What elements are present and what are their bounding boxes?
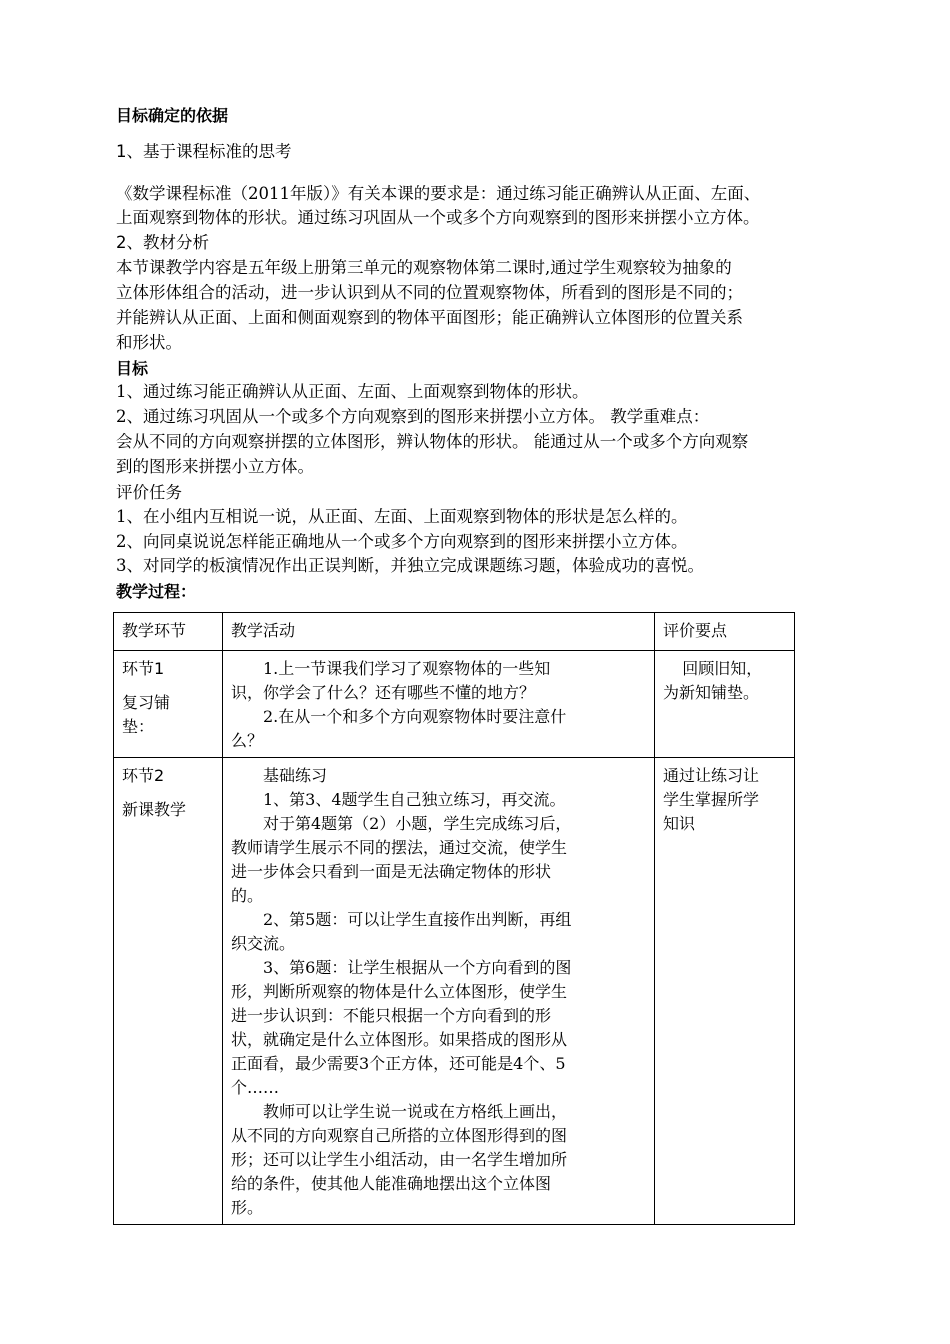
standard-line-2: 上面观察到物体的形状。通过练习巩固从一个或多个方向观察到的图形来拼摆小立方体。 (116, 208, 760, 227)
lesson-table (113, 612, 795, 1225)
table-row (114, 651, 795, 758)
activity-line: 2、第5题：可以让学生直接作出判断，再组 (263, 910, 572, 929)
stage-label: 环节1 (122, 659, 165, 678)
activity-line: 教师请学生展示不同的摆法，通过交流，使学生 (231, 838, 568, 857)
stage-name-line: 垫： (122, 717, 155, 736)
activity-line: 进一步认识到：不能只根据一个方向看到的形 (231, 1006, 552, 1025)
activity-cell (223, 758, 655, 1225)
analysis-line-1: 本节课教学内容是五年级上册第三单元的观察物体第二课时,通过学生观察较为抽象的 (116, 258, 732, 277)
activity-line: 么？ (231, 731, 264, 750)
section1-title: 1、基于课程标准的思考 (116, 142, 292, 161)
header-stage: 教学环节 (114, 613, 223, 651)
activity-line: 形；还可以让学生小组活动，由一名学生增加所 (231, 1150, 568, 1169)
activity-line: 个…… (231, 1078, 280, 1097)
eval-cell (655, 651, 795, 758)
header-eval: 评价要点 (655, 613, 795, 651)
eval-line-2: 2、向同桌说说怎样能正确地从一个或多个方向观察到的图形来拼摆小立方体。 (116, 532, 688, 551)
activity-line: 织交流。 (231, 934, 296, 953)
activity-line: 状，就确定是什么立体图形。如果搭成的图形从 (231, 1030, 568, 1049)
activity-line: 3、第6题：让学生根据从一个方向看到的图 (263, 958, 572, 977)
analysis-line-2: 立体形体组合的活动，进一步认识到从不同的位置观察物体，所看到的图形是不同的； (116, 283, 743, 302)
goal-line-1: 1、通过练习能正确辨认从正面、左面、上面观察到物体的形状。 (116, 382, 589, 401)
goals-title: 目标 (116, 359, 149, 378)
eval-title: 评价任务 (116, 483, 182, 502)
activity-line: 的。 (231, 886, 264, 905)
key-line-2: 到的图形来拼摆小立方体。 (116, 457, 314, 476)
activity-line: 正面看，最少需要3个正方体，还可能是4个、5 (231, 1054, 566, 1073)
activity-line: 识，你学会了什么？还有哪些不懂的地方？ (231, 683, 536, 702)
activity-line: 1、第3、4题学生自己独立练习，再交流。 (263, 790, 566, 809)
analysis-line-3: 并能辨认从正面、上面和侧面观察到的物体平面图形；能正确辨认立体图形的位置关系 (116, 308, 743, 327)
goal-line-2: 2、通过练习巩固从一个或多个方向观察到的图形来拼摆小立方体。 教学重难点： (116, 407, 710, 426)
eval-line: 为新知铺垫。 (663, 683, 760, 702)
standard-line-1: 《数学课程标准（2011年版）》有关本课的要求是：通过练习能正确辨认从正面、左面、 (116, 184, 761, 203)
eval-line: 学生掌握所学 (663, 790, 760, 809)
eval-cell (655, 758, 795, 1225)
activity-line: 给的条件，使其他人能准确地摆出这个立体图 (231, 1174, 552, 1193)
activity-line: 形。 (231, 1198, 264, 1217)
activity-line: 1.上一节课我们学习了观察物体的一些知 (263, 659, 551, 678)
activity-line: 基础练习 (263, 766, 328, 785)
stage-cell (114, 651, 223, 758)
stage-name-line: 新课教学 (122, 800, 187, 819)
section2-title: 2、教材分析 (116, 233, 209, 252)
key-line-1: 会从不同的方向观察拼摆的立体图形，辨认物体的形状。 能通过从一个或多个方向观察 (116, 432, 749, 451)
activity-cell (223, 651, 655, 758)
eval-line: 通过让练习让 (663, 766, 760, 785)
analysis-line-4: 和形状。 (116, 333, 182, 352)
header-activity: 教学活动 (223, 613, 655, 651)
stage-name-line: 复习铺 (122, 693, 171, 712)
eval-line-1: 1、在小组内互相说一说，从正面、左面、上面观察到物体的形状是怎么样的。 (116, 507, 688, 526)
heading-basis: 目标确定的依据 (116, 106, 229, 125)
activity-line: 教师可以让学生说一说或在方格纸上画出， (263, 1102, 568, 1121)
activity-line: 进一步体会只看到一面是无法确定物体的形状 (231, 862, 552, 881)
activity-line: 2.在从一个和多个方向观察物体时要注意什 (263, 707, 567, 726)
activity-line: 对于第4题第（2）小题，学生完成练习后， (263, 814, 572, 833)
stage-label: 环节2 (122, 766, 165, 785)
eval-line: 回顾旧知， (682, 659, 763, 678)
activity-line: 形，判断所观察的物体是什么立体图形，使学生 (231, 982, 568, 1001)
eval-line-3: 3、对同学的板演情况作出正误判断，并独立完成课题练习题，体验成功的喜悦。 (116, 556, 704, 575)
eval-line: 知识 (663, 814, 696, 833)
stage-cell (114, 758, 223, 1225)
table-row (114, 758, 795, 1225)
activity-line: 从不同的方向观察自己所搭的立体图形得到的图 (231, 1126, 568, 1145)
table-header-row (114, 613, 795, 651)
process-title: 教学过程： (116, 582, 197, 601)
